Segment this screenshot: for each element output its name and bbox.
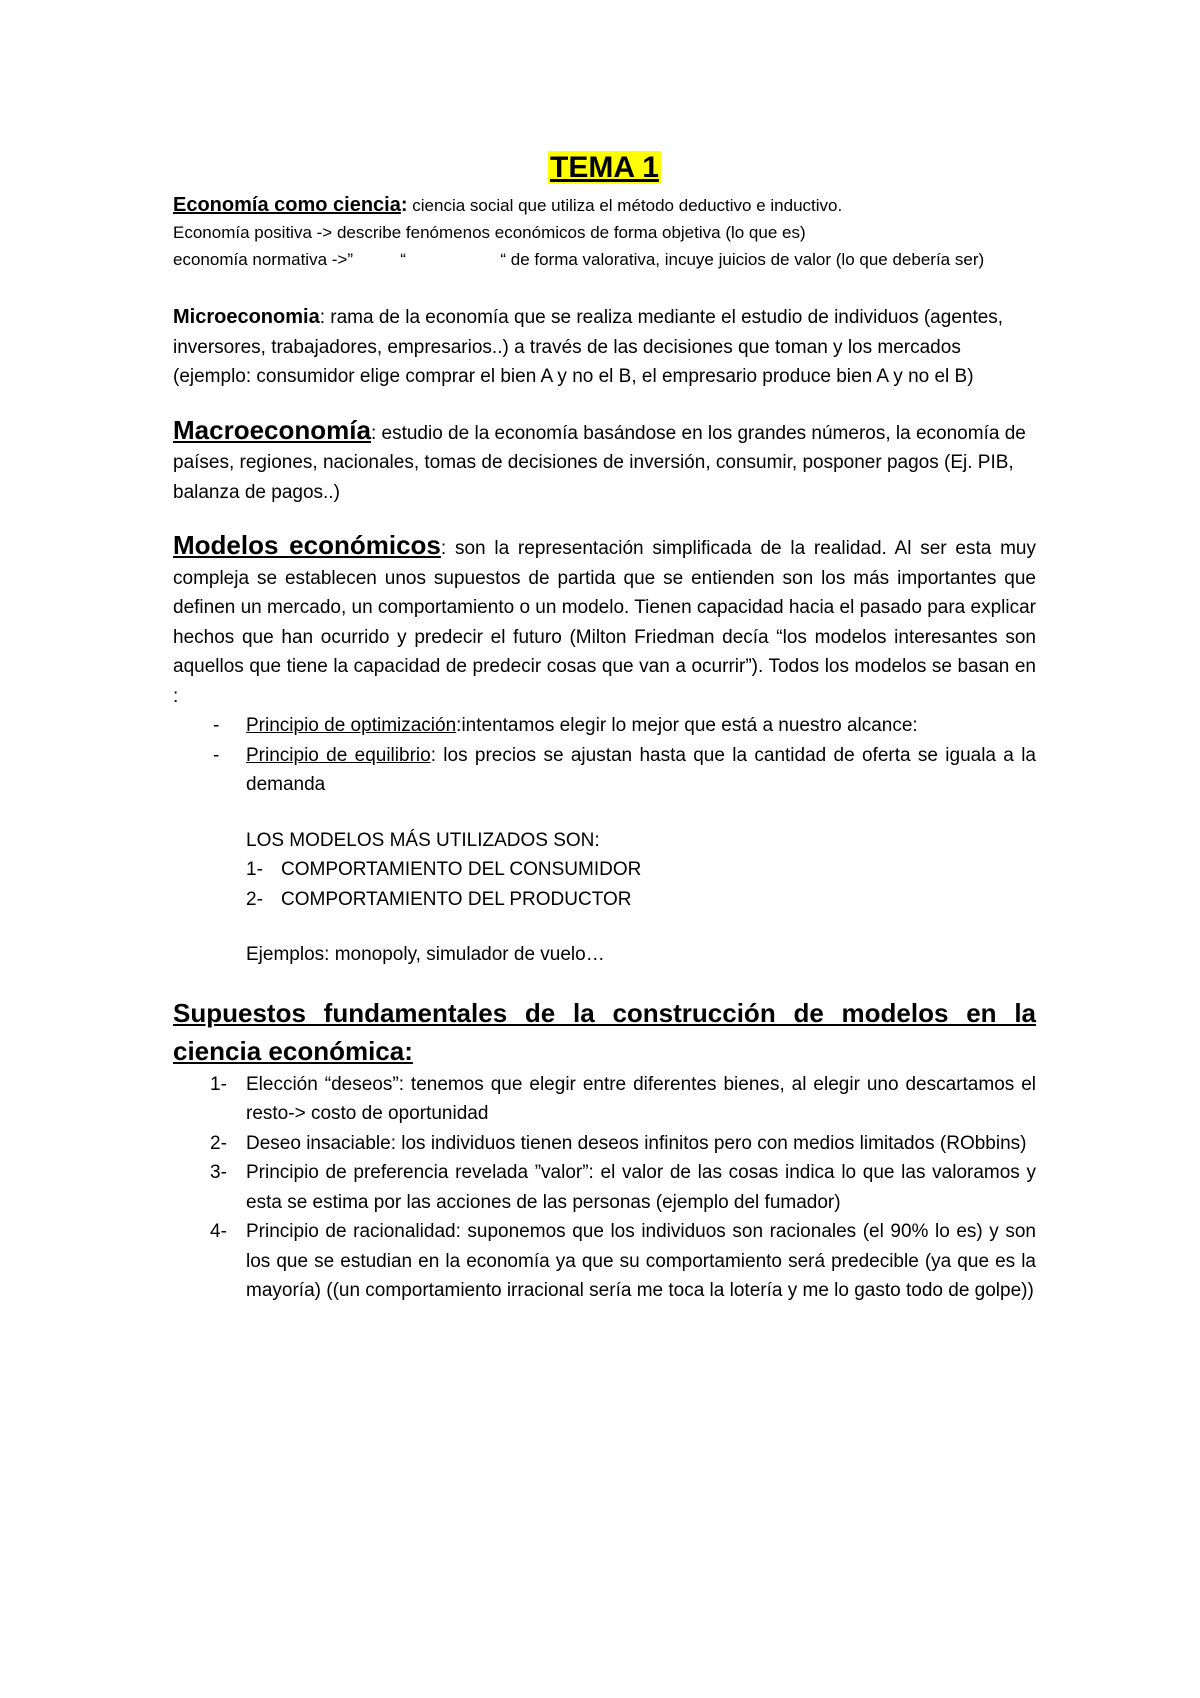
modelos-paragraph — [173, 531, 1036, 711]
list-marker: 2- — [246, 888, 263, 910]
principle-text: :intentamos elegir lo mejor que está a nuestro alcance: — [456, 715, 918, 736]
title-wrap — [173, 150, 1036, 186]
list-marker: 2- — [210, 1132, 227, 1154]
modelos-text: : son la representación simplificada de la realidad. Al ser esta muy compleja se establecen unos supuestos de partida que se entienden son los más importantes que definen un mercado, un comportamiento o un modelo. Tienen capacidad hacia el pasado para explicar hechos que han ocurrido y predecir el futuro (Milton Friedman decía “los modelos interesantes son aquellos que tiene la capacidad de predecir cosas que van a ocurrir”). Todos los modelos se basan en : — [173, 538, 1036, 707]
economia-ciencia-text: ciencia social que utiliza el método deductivo e inductivo. — [407, 196, 843, 215]
list-item-text: Elección “deseos”: tenemos que elegir entre diferentes bienes, al elegir uno descartamos el resto-> costo de oportunidad — [246, 1073, 1036, 1124]
list-marker: 1- — [210, 1073, 227, 1095]
list-item-text: COMPORTAMIENTO DEL CONSUMIDOR — [281, 859, 642, 880]
list-item — [173, 741, 1036, 800]
modelos-heading: Modelos económicos — [173, 530, 441, 560]
list-item — [173, 855, 1036, 885]
spacer — [173, 273, 1036, 303]
list-item — [173, 1129, 1036, 1159]
list-item-text: Principio de racionalidad: suponemos que los individuos son racionales (el 90% lo es) y son los que se estudian en la economía ya que su comportamiento será predecible (ya que es la mayoría) ((un comportamiento irracional sería me toca la lotería y me lo gasto todo de golpe)) — [246, 1221, 1036, 1301]
list-marker: 3- — [210, 1162, 227, 1183]
supuestos-list — [173, 1070, 1036, 1306]
list-item — [173, 1070, 1036, 1129]
most-used-heading: LOS MODELOS MÁS UTILIZADOS SON: — [246, 829, 600, 851]
list-item-text: Principio de preferencia revelada ”valor”: el valor de las cosas indica lo que las valoramos y esta se estima por las acciones de las personas (ejemplo del fumador) — [246, 1162, 1036, 1213]
spacer — [173, 970, 1036, 994]
spacer — [173, 914, 1036, 940]
list-marker: 4- — [210, 1221, 227, 1242]
economia-normativa-line: economía normativa ->” “ “ de forma valorativa, incuye juicios de valor (lo que debería ser) — [173, 250, 985, 269]
examples-line: Ejemplos: monopoly, simulador de vuelo… — [246, 944, 605, 965]
list-item-text: COMPORTAMIENTO DEL PRODUCTOR — [281, 888, 632, 910]
spacer — [173, 800, 1036, 826]
page-title: TEMA 1 — [550, 151, 659, 184]
spacer — [173, 507, 1036, 531]
economia-ciencia-heading: Economía como ciencia — [173, 194, 401, 216]
micro-text: : rama de la economía que se realiza mediante el estudio de individuos (agentes, inversores, trabajadores, empresarios..) a través de las decisiones que toman y los mercados (ejemplo: consumidor elige comprar el bien A y no el B, el empresario produce bien A y no el B) — [173, 307, 1004, 387]
macro-heading: Macroeconomía — [173, 414, 371, 445]
micro-heading: Microeconomia — [173, 306, 320, 328]
list-item — [173, 1158, 1036, 1217]
economia-ciencia-colon: : — [400, 194, 408, 216]
spacer — [173, 392, 1036, 416]
list-item — [173, 1217, 1036, 1306]
principle-text: : los precios se ajustan hasta que la cantidad de oferta se iguala a la demanda — [246, 744, 1036, 795]
document-content — [173, 150, 1036, 1306]
macro-paragraph — [173, 416, 1036, 508]
list-marker: - — [213, 715, 220, 736]
principle-label: Principio de equilibrio — [246, 744, 431, 766]
list-item — [173, 711, 1036, 741]
supuestos-heading: Supuestos fundamentales de la construcción de modelos en la ciencia económica: — [173, 997, 1036, 1066]
principle-label: Principio de optimización — [246, 715, 457, 736]
principles-list — [173, 711, 1036, 800]
list-item — [173, 885, 1036, 915]
list-item-text: Deseo insaciable: los individuos tienen deseos infinitos pero con medios limitados (RObbins) — [246, 1132, 1027, 1154]
macro-text: : estudio de la economía basándose en los grandes números, la economía de países, regiones, nacionales, tomas de decisiones de inversión, consumir, posponer pagos (Ej. PIB, balanza de pagos..) — [173, 422, 1026, 503]
list-marker: 1- — [246, 859, 263, 880]
most-used-list — [173, 855, 1036, 914]
economia-positiva-line: Economía positiva -> describe fenómenos económicos de forma objetiva (lo que es) — [173, 223, 806, 242]
list-marker: - — [213, 744, 220, 766]
micro-paragraph — [173, 303, 1036, 392]
economia-ciencia-paragraph — [173, 192, 1036, 219]
